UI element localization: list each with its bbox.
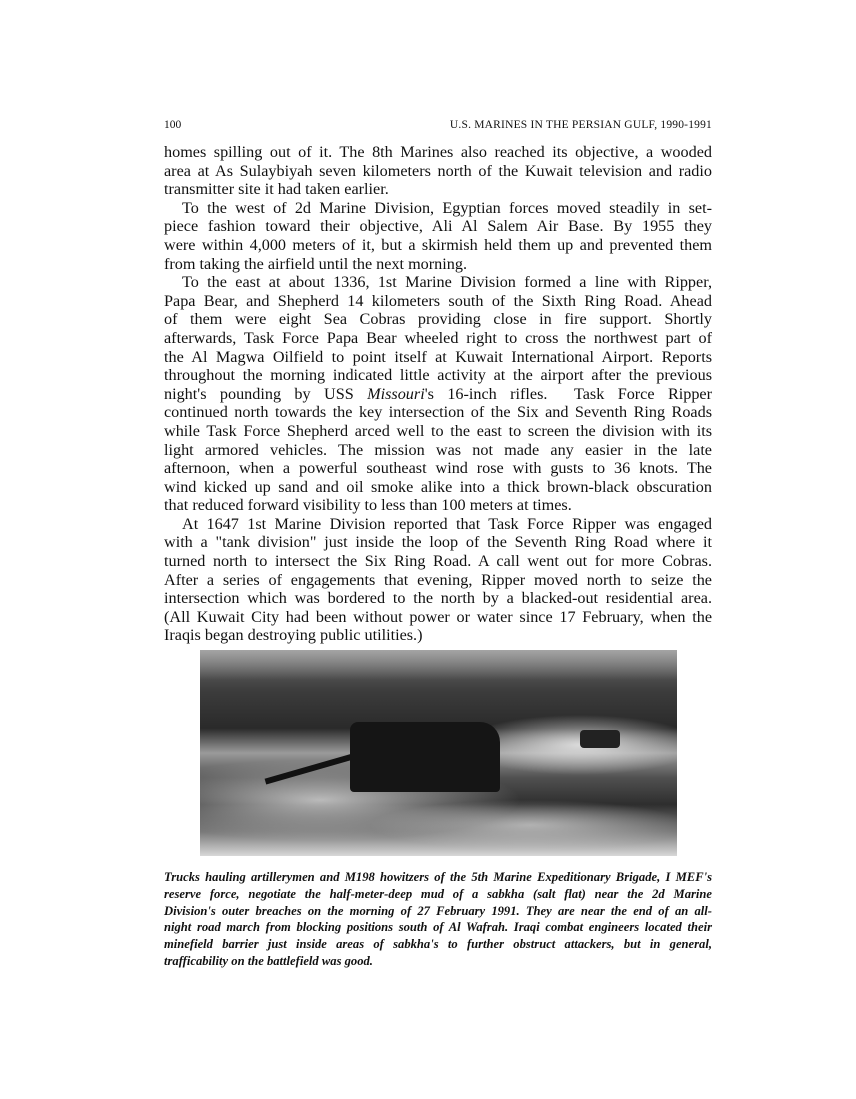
photo-trucks-in-sabkha	[200, 650, 677, 856]
caption-line: Division's outer breaches on the morning of 27 February 1991. They are near the end of an all-	[164, 903, 712, 918]
body-text	[164, 143, 712, 645]
ship-name: Missouri	[367, 384, 425, 403]
photo-distant-truck	[580, 730, 620, 748]
text-line: turned north to intersect the Six Ring Road. A call went out for more Cobras.	[164, 552, 712, 571]
page-number: 100	[164, 119, 182, 131]
text-line: homes spilling out of it. The 8th Marines also reached its objective, a wooded	[164, 143, 712, 161]
text-line: throughout the morning indicated little activity at the airport after the previous	[164, 366, 712, 385]
running-header	[164, 119, 712, 133]
text-line: were within 4,000 meters of it, but a skirmish held them up and prevented them	[164, 235, 712, 254]
text-line: intersection which was bordered to the north by a blacked-out residential area.	[164, 589, 712, 608]
caption-line: Trucks hauling artillerymen and M198 howitzers of the 5th Marine Expeditionary Brigade, I MEF's	[164, 870, 712, 884]
text-segment: night's pounding by USS	[164, 384, 368, 403]
text-line: light armored vehicles. The mission was not made any easier in the late	[164, 440, 712, 459]
text-line: while Task Force Shepherd arced well to the east to screen the division with its	[164, 421, 712, 440]
text-line: piece fashion toward their objective, Ali Al Salem Air Base. By 1955 they	[164, 217, 712, 236]
photo-sky	[200, 650, 677, 680]
text-line: To the west of 2d Marine Division, Egyptian forces moved steadily in set-	[182, 198, 712, 217]
text-line: Iraqis began destroying public utilities.)	[164, 626, 423, 645]
text-segment: 's 16-inch rifles. Task Force Ripper	[424, 384, 713, 403]
caption-line: minefield barrier just inside areas of sabkha's to further obstruct attackers, but in general,	[164, 937, 712, 952]
caption-line: reserve force, negotiate the half-meter-deep mud of a sabkha (salt flat) near the 2d Marine	[164, 886, 712, 901]
text-line: (All Kuwait City had been without power or water since 17 February, when the	[164, 607, 712, 626]
text-line: of them were eight Sea Cobras providing close in fire support. Shortly	[164, 310, 712, 329]
text-line: afternoon, when a powerful southeast wind rose with gusts to 36 knots. The	[164, 459, 712, 478]
text-line: wind kicked up sand and oil smoke alike into a thick brown-black obscuration	[164, 477, 712, 496]
running-title: U.S. MARINES IN THE PERSIAN GULF, 1990-1991	[449, 119, 712, 131]
photo-caption	[164, 869, 712, 970]
text-line: At 1647 1st Marine Division reported that Task Force Ripper was engaged	[182, 514, 712, 533]
caption-line: night road march from blocking positions south of Al Wafrah. Iraqi combat engineers located their	[164, 920, 712, 935]
photo-truck	[350, 722, 500, 792]
text-line: area at As Sulaybiyah seven kilometers north of the Kuwait television and radio	[164, 161, 712, 180]
text-line: that reduced forward visibility to less than 100 meters at times.	[164, 496, 572, 515]
text-line: After a series of engagements that evening, Ripper moved north to seize the	[164, 570, 712, 589]
text-line: Papa Bear, and Shepherd 14 kilometers south of the Sixth Ring Road. Ahead	[164, 291, 712, 310]
caption-line: trafficability on the battlefield was good.	[164, 953, 373, 968]
text-line: the Al Magwa Oilfield to point itself at Kuwait International Airport. Reports	[164, 347, 712, 366]
text-line: To the east at about 1336, 1st Marine Division formed a line with Ripper,	[182, 273, 712, 292]
text-line: from taking the airfield until the next morning.	[164, 254, 467, 273]
text-line: afterwards, Task Force Papa Bear wheeled right to cross the northwest part of	[164, 328, 712, 347]
text-line: transmitter site it had taken earlier.	[164, 180, 389, 199]
text-line: continued north towards the key intersection of the Six and Seventh Ring Roads	[164, 403, 712, 422]
text-line: with a "tank division" just inside the loop of the Seventh Ring Road where it	[164, 533, 712, 552]
text-line	[164, 385, 712, 404]
